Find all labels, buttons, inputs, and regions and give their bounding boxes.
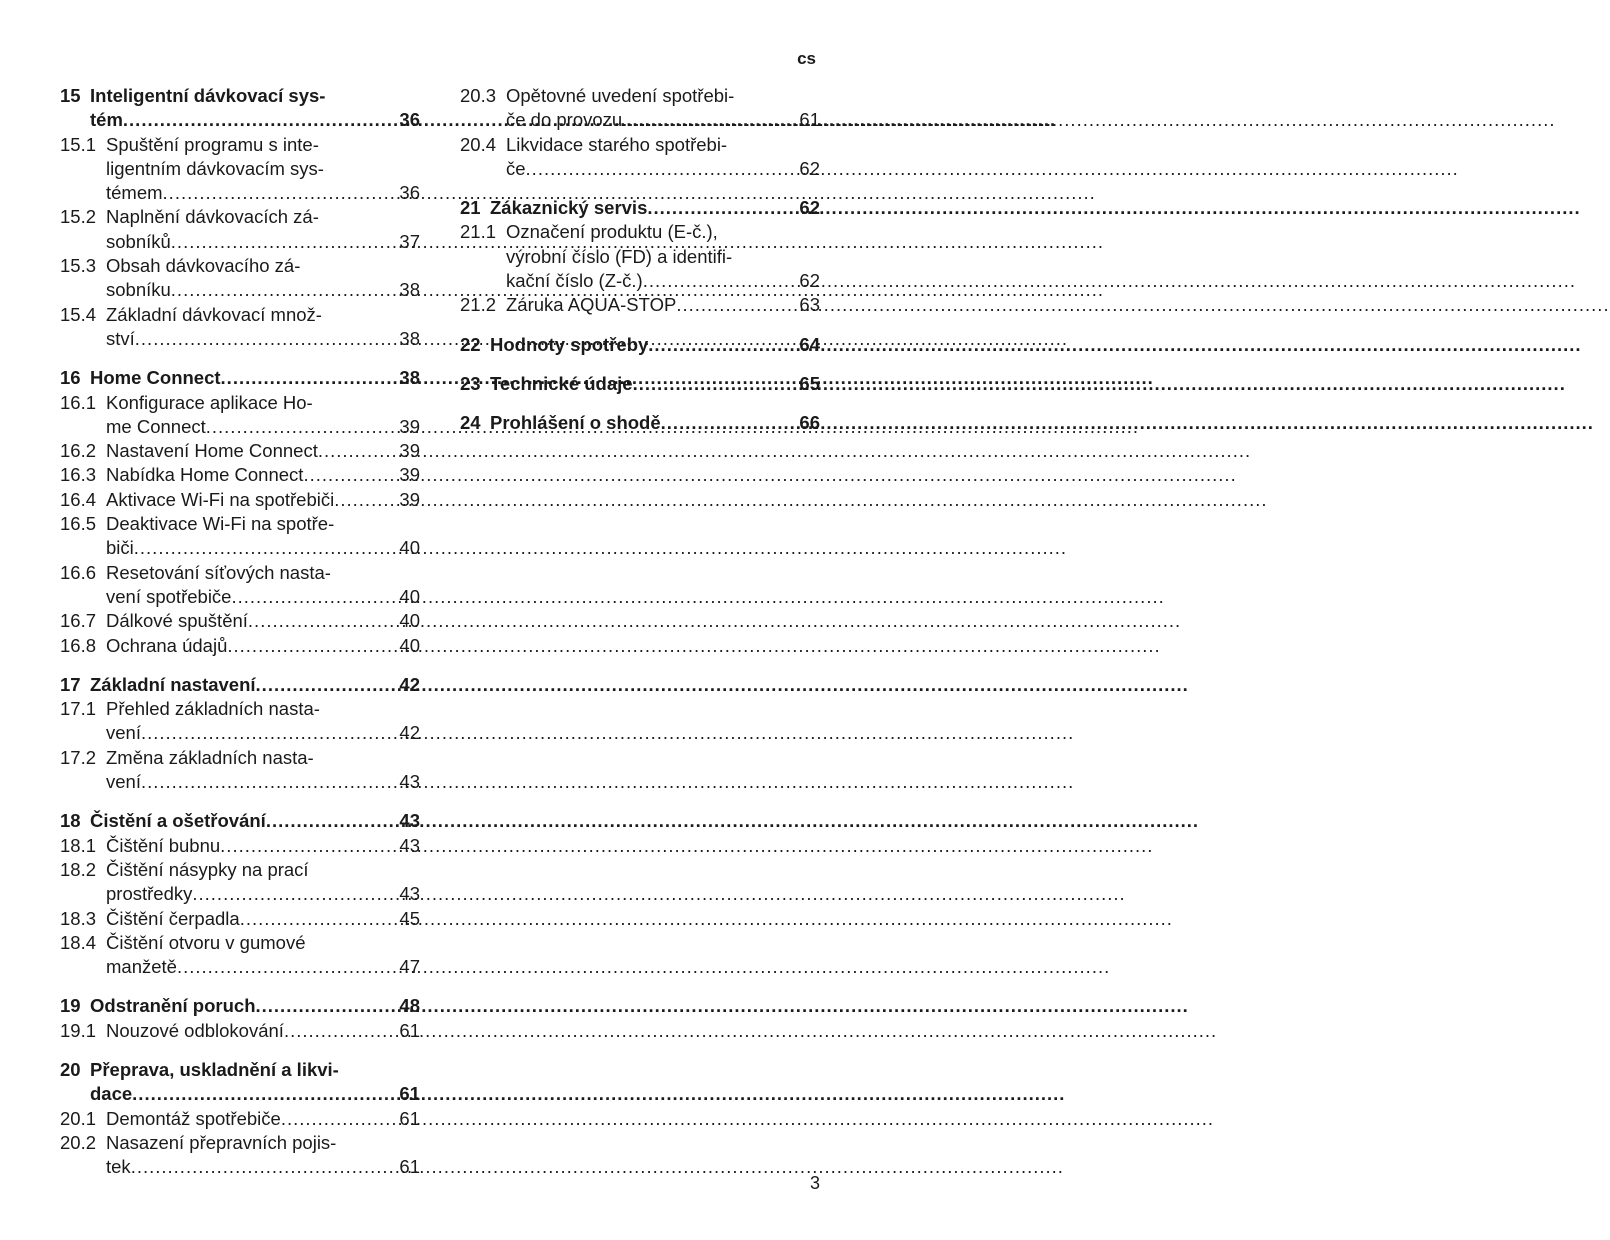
item-title: Konfigurace aplikace Ho- [106,391,313,413]
item-number: 18.1 [60,834,97,856]
item-title: Likvidace starého spotřebi- [506,133,728,155]
page-ref: 43 [399,771,420,793]
toc-item-line[interactable] [460,134,820,158]
toc-item-line[interactable] [60,279,420,303]
dot-leader [221,367,390,389]
toc-heading-line[interactable] [60,367,420,391]
page-ref: 37 [399,230,420,252]
toc-heading-line[interactable] [60,810,420,834]
item-title: ství [106,327,135,349]
toc-item-line[interactable] [60,231,420,255]
item-title: Deaktivace Wi-Fi na spotře- [106,513,335,535]
item-title: Přehled základních nasta- [106,698,320,720]
toc-item-line[interactable] [460,270,820,294]
page-ref: 43 [399,810,420,832]
toc-column-right [460,85,820,452]
item-title: Nasazení přepravních pojis- [106,1131,337,1153]
page-ref: 61 [399,1019,420,1041]
page-ref: 38 [399,279,420,301]
item-title: Nouzové odblokování [106,1019,284,1041]
item-number: 21.1 [460,221,497,243]
item-title: Základní dávkovací množ- [106,303,322,325]
toc-section [460,334,820,358]
section-number: 23 [460,372,481,394]
toc-section [460,373,820,397]
dot-leader [171,279,390,301]
dot-leader [648,334,790,356]
section-title: Hodnoty spotřeby [490,333,649,355]
item-number: 20.2 [60,1131,97,1153]
section-title: Home Connect [90,367,221,389]
toc-item-line[interactable] [60,1132,420,1156]
item-number: 15.2 [60,206,97,228]
item-number: 15.1 [60,133,97,155]
dot-leader [141,722,390,744]
item-title: če do provozu [506,109,623,131]
toc-heading-line[interactable] [60,1083,420,1107]
dot-leader [281,1108,390,1130]
item-number: 15.4 [60,303,97,325]
dot-leader [163,182,390,204]
page-ref: 39 [399,440,420,462]
section-title: Odstranění poruch [90,995,256,1017]
dot-leader [303,464,390,486]
toc-heading-line[interactable] [460,334,820,358]
toc-item-line[interactable] [60,440,420,464]
section-number: 18 [60,810,81,832]
item-number: 17.1 [60,698,97,720]
toc-item-line[interactable] [60,635,420,659]
section-title: Zákaznický servis [490,197,648,219]
toc-heading-line[interactable] [60,1059,420,1083]
toc-item-line[interactable] [60,416,420,440]
toc-item-line[interactable] [60,182,420,206]
page-ref: 38 [399,327,420,349]
section-title: tém [90,109,123,131]
item-title: Spuštění programu s inte- [106,133,319,155]
page-ref: 61 [399,1156,420,1178]
item-number: 16.8 [60,634,97,656]
page-ref: 64 [799,333,820,355]
toc-item-line[interactable] [60,722,420,746]
item-number: 16.1 [60,391,97,413]
toc-item-line[interactable] [60,610,420,634]
item-title: Aktivace Wi-Fi na spotřebiči [106,488,335,510]
section-title: Čistění a ošetřování [90,810,266,832]
section-number: 20 [60,1058,81,1080]
toc-section [60,995,420,1044]
toc-item-line[interactable] [60,464,420,488]
toc-section [60,367,420,659]
page-ref: 61 [399,1107,420,1129]
toc-section [60,1059,420,1180]
toc-item-line[interactable] [60,747,420,771]
toc-heading-line[interactable] [60,109,420,133]
section-number: 22 [460,333,481,355]
item-title: Čištění násypky na prací [106,858,309,880]
toc-item-line[interactable] [460,158,820,182]
item-title: výrobní číslo (FD) a identifi- [506,245,733,267]
toc-item-line[interactable] [60,206,420,230]
toc-item-line[interactable] [460,294,820,318]
dot-leader [643,270,790,292]
dot-leader [266,810,390,832]
item-title: kační číslo (Z-č.) [506,270,643,292]
page-ref: 61 [799,109,820,131]
toc-item-line[interactable] [60,134,420,158]
dot-leader [192,883,390,905]
section-number: 21 [460,197,481,219]
item-title: Naplnění dávkovacích zá- [106,206,319,228]
toc-section [460,412,820,436]
toc-item-line[interactable] [60,956,420,980]
section-title: Prohlášení o shodě [490,412,661,434]
toc-item-line[interactable] [60,908,420,932]
item-title: Čištění otvoru v gumové [106,931,306,953]
section-title: Základní nastavení [90,673,256,695]
item-number: 15.3 [60,255,97,277]
item-title: vení [106,722,141,744]
dot-leader [334,489,390,511]
dot-leader [134,537,390,559]
page-ref: 40 [399,537,420,559]
item-number: 21.2 [460,294,497,316]
toc-column-left [60,85,420,1195]
toc-heading-line[interactable] [60,995,420,1019]
item-title: Čištění čerpadla [106,907,240,929]
page-ref: 63 [799,294,820,316]
item-title: Čištění bubnu [106,834,221,856]
item-title: Dálkové spuštění [106,610,248,632]
item-title: me Connect [106,415,206,437]
page-ref: 42 [399,722,420,744]
toc-item-line[interactable] [60,771,420,795]
toc-section [60,674,420,795]
dot-leader [227,635,390,657]
section-title: Technické údaje [490,372,633,394]
toc-item-line[interactable] [460,109,820,133]
toc-heading-line[interactable] [60,85,420,109]
item-number: 16.5 [60,513,97,535]
dot-leader [318,440,390,462]
toc-section [60,810,420,980]
dot-leader [256,674,390,696]
toc-item-line[interactable] [60,158,420,182]
item-number: 16.6 [60,561,97,583]
item-number: 16.3 [60,464,97,486]
page-ref: 62 [799,270,820,292]
language-code: cs [797,49,816,68]
toc-item-line[interactable] [60,489,420,513]
page-number: 3 [809,1173,820,1193]
item-number: 18.2 [60,858,97,880]
item-title: sobníků [106,230,171,252]
item-number: 20.3 [460,85,497,106]
item-number: 16.4 [60,488,97,510]
page-ref: 61 [399,1083,420,1105]
toc-item-line[interactable] [60,835,420,859]
page-ref: 65 [799,372,820,394]
toc-item-line[interactable] [60,859,420,883]
item-number: 19.1 [60,1019,97,1041]
toc-heading-line[interactable] [460,412,820,436]
toc-item-line[interactable] [60,1108,420,1132]
page-ref: 62 [799,157,820,179]
section-number: 19 [60,995,81,1017]
section-number: 24 [460,412,481,434]
toc-item-line[interactable] [60,304,420,328]
item-title: biči [106,537,134,559]
dot-leader [132,1083,390,1105]
toc-item-line[interactable] [460,246,820,270]
item-title: vení [106,771,141,793]
item-title: Změna základních nasta- [106,746,314,768]
dot-leader [131,1156,390,1178]
dot-leader [256,995,391,1017]
dot-leader [231,586,390,608]
page-ref: 36 [399,109,420,131]
page-ref: 40 [399,585,420,607]
item-number: 18.3 [60,907,97,929]
item-title: če [506,157,526,179]
toc-section [460,85,820,182]
item-title: Demontáž spotřebiče [106,1107,281,1129]
item-number: 18.4 [60,931,97,953]
page-ref: 38 [399,367,420,389]
toc-item-line[interactable] [60,537,420,561]
dot-leader [526,158,790,180]
dot-leader [284,1020,390,1042]
toc-item-line[interactable] [60,586,420,610]
item-title: vení spotřebiče [106,585,232,607]
item-title: témem [106,182,163,204]
item-number: 16.2 [60,440,97,462]
toc-heading-line[interactable] [60,674,420,698]
page-ref: 45 [399,907,420,929]
toc-item-line[interactable] [60,698,420,722]
dot-leader [661,412,790,434]
dot-leader [240,908,390,930]
toc-item-line[interactable] [60,328,420,352]
toc-section [460,197,820,318]
toc-item-line[interactable] [60,513,420,537]
item-number: 16.7 [60,610,97,632]
page-ref: 47 [399,956,420,978]
toc-item-line[interactable] [60,1156,420,1180]
page-ref: 42 [399,673,420,695]
dot-leader [248,610,390,632]
page-ref: 39 [399,488,420,510]
item-title: Opětovné uvedení spotřebi- [506,85,735,106]
item-title: Nastavení Home Connect [106,440,318,462]
page-ref: 39 [399,415,420,437]
dot-leader [676,294,790,316]
dot-leader [633,373,790,395]
dot-leader [141,771,390,793]
item-title: Označení produktu (E-č.), [506,221,718,243]
page-ref: 40 [399,634,420,656]
toc-item-line[interactable] [460,221,820,245]
page-ref: 43 [399,834,420,856]
page-ref: 66 [799,412,820,434]
page-ref: 43 [399,883,420,905]
toc-item-line[interactable] [60,562,420,586]
section-number: 17 [60,673,81,695]
toc-heading-line[interactable] [460,197,820,221]
toc-item-line[interactable] [460,85,820,109]
page-ref: 40 [399,610,420,632]
section-title: dace [90,1083,133,1105]
page-ref: 62 [799,197,820,219]
toc-item-line[interactable] [60,255,420,279]
dot-leader [622,109,790,131]
item-title: Obsah dávkovacího zá- [106,255,301,277]
toc-section [60,85,420,352]
toc-item-line[interactable] [60,932,420,956]
item-title: tek [106,1156,131,1178]
item-number: 20.4 [460,133,497,155]
dot-leader [177,956,390,978]
section-number: 16 [60,367,81,389]
item-number: 20.1 [60,1107,97,1129]
item-title: ligentním dávkovacím sys- [106,157,324,179]
item-title: Nabídka Home Connect [106,464,304,486]
section-title: Přeprava, uskladnění a likvi- [90,1058,339,1080]
dot-leader [206,416,390,438]
item-title: Ochrana údajů [106,634,228,656]
dot-leader [171,231,390,253]
page-ref: 48 [399,995,420,1017]
dot-leader [647,197,790,219]
toc-heading-line[interactable] [460,373,820,397]
dot-leader [135,328,390,350]
page-ref: 36 [399,182,420,204]
item-title: Záruka AQUA-STOP [506,294,677,316]
toc-item-line[interactable] [60,392,420,416]
toc-item-line[interactable] [60,883,420,907]
item-title: Resetování síťových nasta- [106,561,331,583]
item-number: 17.2 [60,746,97,768]
page-ref: 39 [399,464,420,486]
item-title: prostředky [106,883,193,905]
item-title: manžetě [106,956,177,978]
dot-leader [220,835,390,857]
item-title: sobníku [106,279,171,301]
section-number: 15 [60,85,81,106]
dot-leader [123,109,390,131]
toc-item-line[interactable] [60,1020,420,1044]
section-title: Inteligentní dávkovací sys- [90,85,326,106]
